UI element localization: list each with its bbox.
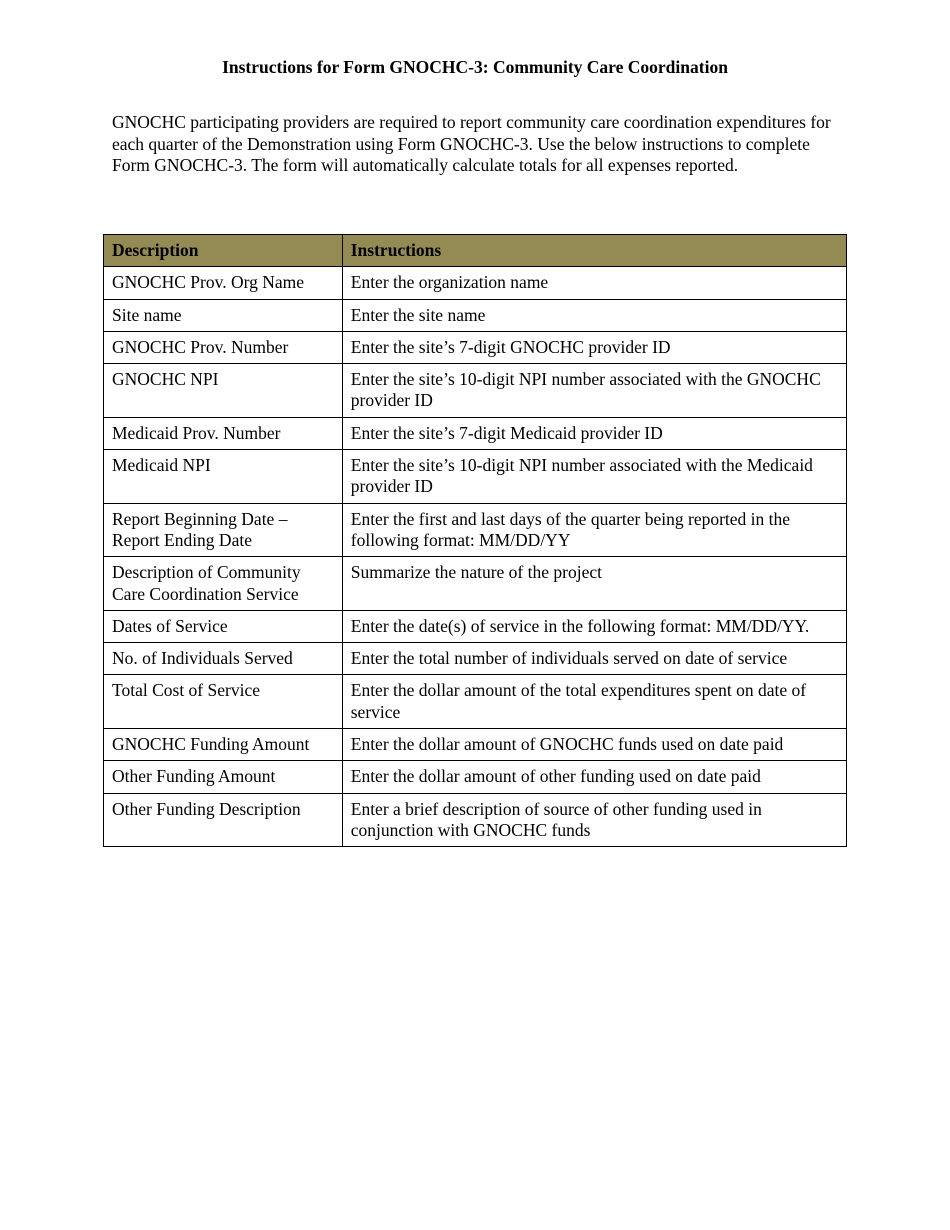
description-cell: Total Cost of Service <box>104 675 343 729</box>
table-header-row <box>104 235 847 267</box>
description-cell: Other Funding Amount <box>104 761 343 793</box>
table-body <box>104 267 847 847</box>
description-cell: GNOCHC Funding Amount <box>104 729 343 761</box>
table-row <box>104 364 847 418</box>
instructions-cell: Enter the site’s 10-digit NPI number associated with the Medicaid provider ID <box>342 450 846 504</box>
description-cell: GNOCHC Prov. Number <box>104 331 343 363</box>
instructions-cell: Enter the site’s 10-digit NPI number associated with the GNOCHC provider ID <box>342 364 846 418</box>
instructions-cell: Enter the first and last days of the quarter being reported in the following format: MM/DD/YY <box>342 503 846 557</box>
table-row <box>104 643 847 675</box>
description-cell: GNOCHC Prov. Org Name <box>104 267 343 299</box>
instructions-cell: Enter a brief description of source of other funding used in conjunction with GNOCHC funds <box>342 793 846 847</box>
instructions-cell: Enter the dollar amount of other funding used on date paid <box>342 761 846 793</box>
column-header-description: Description <box>104 235 343 267</box>
table-row <box>104 503 847 557</box>
description-cell: Dates of Service <box>104 610 343 642</box>
table-row <box>104 267 847 299</box>
description-cell: Other Funding Description <box>104 793 343 847</box>
table-row <box>104 417 847 449</box>
instructions-table <box>103 234 847 847</box>
table-row <box>104 793 847 847</box>
table-row <box>104 557 847 611</box>
description-cell: No. of Individuals Served <box>104 643 343 675</box>
description-cell: Medicaid NPI <box>104 450 343 504</box>
description-cell: GNOCHC NPI <box>104 364 343 418</box>
table-row <box>104 299 847 331</box>
table-row <box>104 610 847 642</box>
instructions-cell: Summarize the nature of the project <box>342 557 846 611</box>
instructions-cell: Enter the site name <box>342 299 846 331</box>
instructions-cell: Enter the dollar amount of GNOCHC funds used on date paid <box>342 729 846 761</box>
description-cell: Description of Community Care Coordination Service <box>104 557 343 611</box>
table-row <box>104 331 847 363</box>
description-cell: Report Beginning Date – Report Ending Date <box>104 503 343 557</box>
intro-paragraph: GNOCHC participating providers are required to report community care coordination expenditures for each quarter of the Demonstration using Form GNOCHC-3. Use the below instructions to complete Form GNOCHC-3. The form will automatically calculate totals for all expenses reported. <box>112 112 831 175</box>
table-row <box>104 761 847 793</box>
table-row <box>104 675 847 729</box>
description-cell: Medicaid Prov. Number <box>104 417 343 449</box>
instructions-cell: Enter the date(s) of service in the following format: MM/DD/YY. <box>342 610 846 642</box>
table-row <box>104 729 847 761</box>
column-header-instructions: Instructions <box>342 235 846 267</box>
instructions-cell: Enter the site’s 7-digit GNOCHC provider ID <box>342 331 846 363</box>
instructions-cell: Enter the site’s 7-digit Medicaid provider ID <box>342 417 846 449</box>
description-cell: Site name <box>104 299 343 331</box>
instructions-cell: Enter the dollar amount of the total expenditures spent on date of service <box>342 675 846 729</box>
page-title: Instructions for Form GNOCHC-3: Community Care Coordination <box>222 57 728 77</box>
table-row <box>104 450 847 504</box>
instructions-cell: Enter the total number of individuals served on date of service <box>342 643 846 675</box>
instructions-cell: Enter the organization name <box>342 267 846 299</box>
